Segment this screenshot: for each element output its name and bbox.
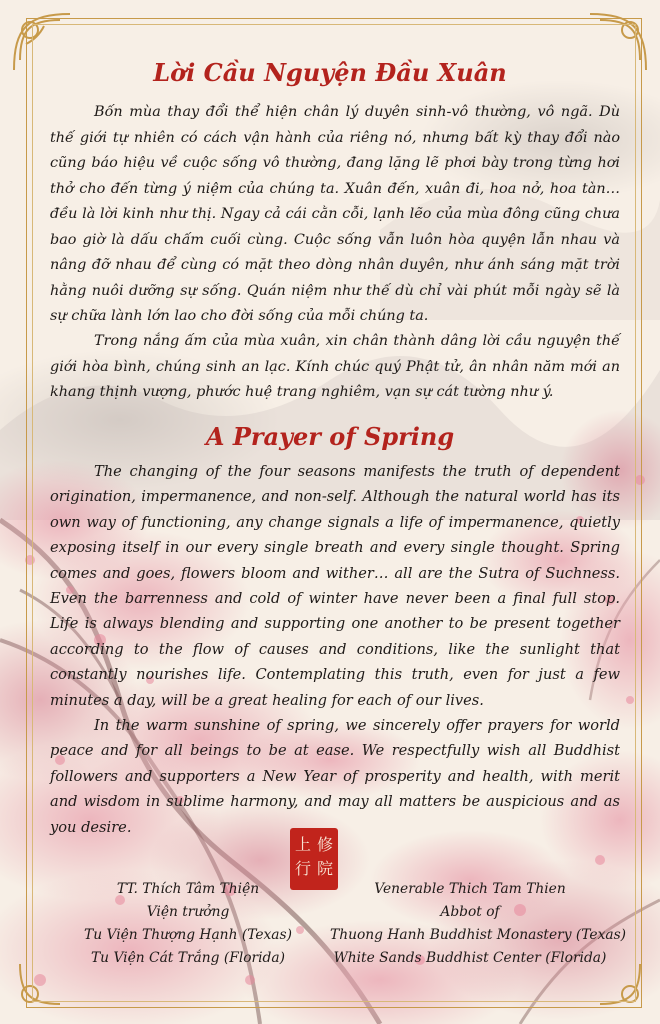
signer-org-1-vi: Tu Viện Thượng Hạnh (Texas) — [84, 927, 292, 943]
english-paragraph-1: The changing of the four seasons manifests the truth of dependent origination, impermanence, and non-self. Although the natural world has its own way of functioning, any change signals a life of impermanence, quietly exposing itself in our every single breath and every single thought. Spring comes and goes, flowers bloom and wither… all are the Sutra of Suchness. Even the barrenness and cold of winter have never been a final full stop. Life is always blending and supporting one another to be present together according to the flow of causes and conditions, like the sunlight that constantly nourishes life. Contemplating this truth, even for just a few minutes a day, will be a great healing for each of our lives. — [50, 463, 620, 709]
english-title: A Prayer of Spring — [205, 422, 455, 451]
vietnamese-paragraph-1: Bốn mùa thay đổi thể hiện chân lý duyên sinh-vô thường, vô ngã. Dù thế giới tự nhiên có cách vận hành của riêng nó, nhưng bất kỳ thay đổi nào cũng báo hiệu về cuộc sống vô thường, đang lặng lẽ phơi bày trong từng hơi thở cho đến từng ý niệm của chúng ta. Xuân đến, xuân đi, hoa nở, hoa tàn… đều là lời kinh như thị. Ngay cả cái cằn cỗi, lạnh lẽo của mùa đông cũng chưa bao giờ là dấu chấm cuối cùng. Cuộc sống vẫn luôn hòa quyện lẫn nhau và nâng đỡ nhau để cùng có mặt theo dòng nhân duyên, như ánh sáng mặt trời hằng nuôi dưỡng sự sống. Quán niệm như thế dù chỉ vài phút mỗi ngày sẽ là sự chữa lành lớn lao cho đời sống của mỗi chúng ta. — [50, 104, 620, 324]
signer-role-vi: Viện trưởng — [146, 904, 230, 920]
signer-name-vi: TT. Thích Tâm Thiện — [116, 881, 260, 897]
signer-org-1-en: Thuong Hanh Buddhist Monastery (Texas) — [330, 927, 627, 943]
seal-char: 上 — [294, 835, 311, 854]
signer-org-2-vi: Tu Viện Cát Trắng (Florida) — [90, 950, 285, 966]
english-paragraph-2: In the warm sunshine of spring, we sincerely offer prayers for world peace and for all beings to be at ease. We respectfully wish all Buddhist followers and supporters a New Year of prosperity and health, with merit and wisdom in sublime harmony, and may all matters be auspicious and as you desire. — [50, 717, 620, 836]
signer-role-en: Abbot of — [440, 904, 500, 920]
seal-char: 院 — [316, 859, 333, 878]
signature-english — [330, 878, 627, 970]
signature-vietnamese — [48, 878, 328, 970]
vietnamese-paragraph-2: Trong nắng ấm của mùa xuân, xin chân thành dâng lời cầu nguyện thế giới hòa bình, chúng sinh an lạc. Kính chúc quý Phật tử, ân nhân năm mới an khang thịnh vượng, phước huệ trang nghiêm, vạn sự cát tường như ý. — [50, 333, 620, 400]
seal-char: 行 — [294, 859, 311, 878]
signer-name-en: Venerable Thich Tam Thien — [374, 881, 566, 897]
vietnamese-title: Lời Cầu Nguyện Đầu Xuân — [153, 58, 507, 87]
signer-org-2-en: White Sands Buddhist Center (Florida) — [333, 950, 607, 966]
seal-char: 修 — [316, 835, 333, 854]
